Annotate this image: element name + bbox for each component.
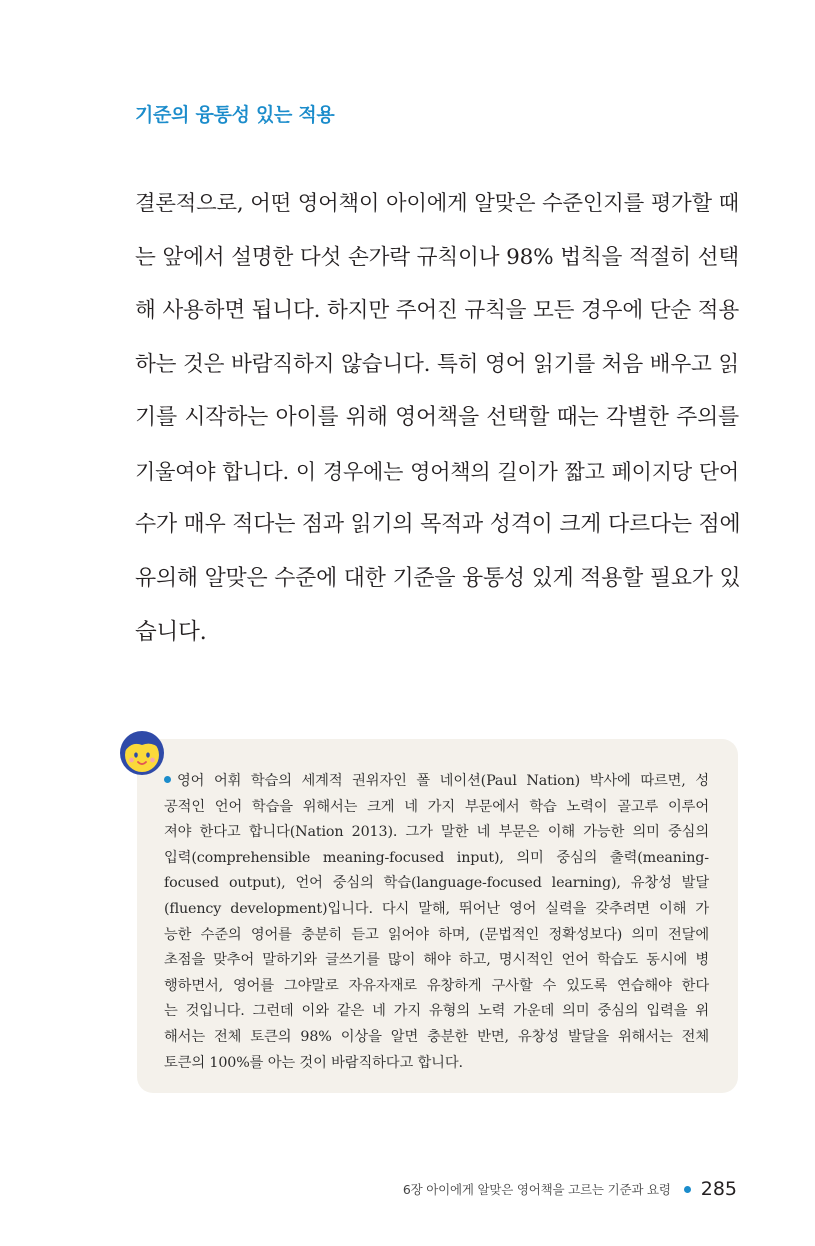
note-line: 는 것입니다. 그런데 이와 같은 네 가지 유형의 노력 가운데 의미 중심의 입력을 위 <box>164 1003 709 1020</box>
body-line: 하는 것은 바람직하지 않습니다. 특히 영어 읽기를 처음 배우고 읽 <box>135 351 739 377</box>
body-line: 습니다. <box>135 619 207 645</box>
body-line: 해 사용하면 됩니다. 하지만 주어진 규칙을 모든 경우에 단순 적용 <box>135 298 739 323</box>
note-line: 져야 한다고 합니다(Nation 2013). 그가 말한 네 부문은 이해 가능한 의미 중심의 <box>164 824 709 841</box>
body-line: 기울여야 합니다. 이 경우에는 영어책의 길이가 짧고 페이지당 단어 <box>135 459 739 484</box>
page-footer <box>403 1178 737 1200</box>
note-line-text: 영어 어휘 학습의 세계적 권위자인 폴 네이션(Paul Nation) 박사에 따르면, 성 <box>177 773 709 789</box>
note-line: 초점을 맞추어 말하기와 글쓰기를 많이 해야 하고, 명시적인 언어 학습도 동시에 병 <box>164 952 709 969</box>
section-title: 기준의 융통성 있는 적용 <box>135 104 335 126</box>
body-line: 유의해 알맞은 수준에 대한 기준을 융통성 있게 적용할 필요가 있 <box>135 565 741 591</box>
note-line <box>164 769 709 795</box>
body-paragraph <box>135 182 739 664</box>
chapter-caption: 6장 아이에게 알맞은 영어책을 고르는 기준과 요령 <box>402 1182 671 1197</box>
note-line: (fluency development)입니다. 다시 말해, 뛰어난 영어 실력을 갖추려면 이해 가 <box>164 900 709 917</box>
note-line: 해서는 전체 토큰의 98% 이상을 알면 충분한 반면, 유창성 발달을 위해서는 전체 <box>164 1028 709 1045</box>
blue-dot-icon <box>684 1186 691 1193</box>
body-line: 수가 매우 적다는 점과 읽기의 목적과 성격이 크게 다르다는 점에 <box>135 512 741 537</box>
note-line: 행하면서, 영어를 그야말로 자유자재로 유창하게 구사할 수 있도록 연습해야 한다 <box>164 977 709 994</box>
girl-face-icon <box>117 727 167 777</box>
body-line: 결론적으로, 어떤 영어책이 아이에게 알맞은 수준인지를 평가할 때 <box>135 191 739 216</box>
body-line: 는 앞에서 설명한 다섯 손가락 규칙이나 98% 법칙을 적절히 선택 <box>135 244 739 270</box>
blue-dot-icon <box>164 776 171 783</box>
body-line: 기를 시작하는 아이를 위해 영어책을 선택할 때는 각별한 주의를 <box>135 405 739 430</box>
note-paragraph <box>164 769 709 1076</box>
note-line: 공적인 언어 학습을 위해서는 크게 네 가지 부문에서 학습 노력이 골고루 이루어 <box>164 798 709 815</box>
note-line: 능한 수준의 영어를 충분히 듣고 읽어야 하며, (문법적인 정확성보다) 의미 전달에 <box>164 926 709 943</box>
page-number: 285 <box>700 1178 737 1200</box>
note-line: 토큰의 100%를 아는 것이 바람직하다고 합니다. <box>164 1054 463 1071</box>
note-line: focused output), 언어 중심의 학습(language-focused learning), 유창성 발달 <box>164 875 709 892</box>
note-line: 입력(comprehensible meaning-focused input), 의미 중심의 출력(meaning- <box>164 849 709 866</box>
